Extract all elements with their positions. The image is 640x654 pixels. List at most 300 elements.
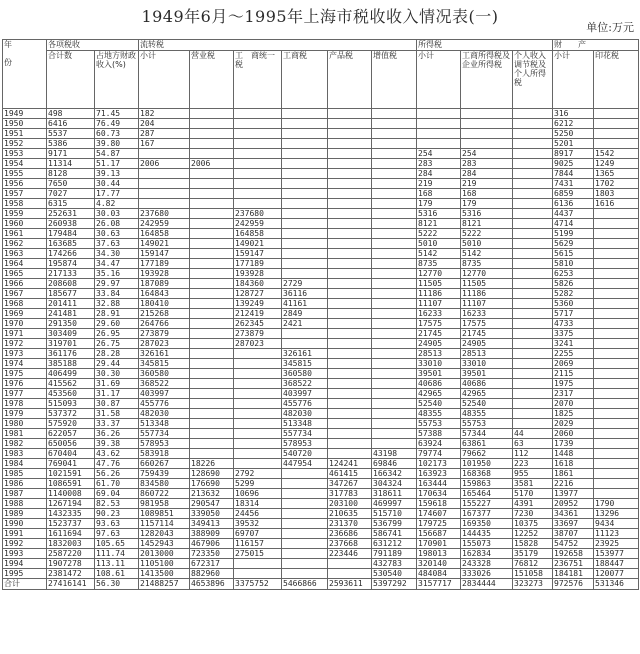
table-cell <box>190 249 234 259</box>
table-cell: 622057 <box>47 429 95 439</box>
table-cell <box>234 429 282 439</box>
table-cell: 108.61 <box>95 569 139 579</box>
table-row <box>3 529 639 539</box>
total-cell: 5397292 <box>372 579 417 590</box>
table-cell: 303409 <box>47 329 95 339</box>
table-cell <box>282 339 328 349</box>
table-cell <box>328 339 372 349</box>
table-cell: 26.95 <box>95 329 139 339</box>
table-cell <box>190 289 234 299</box>
table-cell: 515093 <box>47 399 95 409</box>
table-cell <box>282 469 328 479</box>
header-col: 合计数 <box>47 51 95 109</box>
year-cell: 1976 <box>3 379 47 389</box>
tax-revenue-table <box>2 39 639 590</box>
table-cell <box>372 379 417 389</box>
year-cell: 1965 <box>3 269 47 279</box>
table-cell: 39.38 <box>95 439 139 449</box>
table-cell: 21745 <box>461 329 513 339</box>
table-cell: 284 <box>461 169 513 179</box>
table-cell <box>190 299 234 309</box>
table-row <box>3 489 639 499</box>
header-col: 占地方财政收入(%) <box>95 51 139 109</box>
table-cell: 33010 <box>417 359 461 369</box>
table-cell <box>372 169 417 179</box>
total-cell: 972576 <box>553 579 594 590</box>
table-cell <box>328 149 372 159</box>
table-cell: 43.62 <box>95 449 139 459</box>
table-cell: 184360 <box>234 279 282 289</box>
table-cell <box>282 229 328 239</box>
header-year: 年 份 <box>3 40 47 109</box>
table-cell <box>372 289 417 299</box>
table-cell: 287023 <box>234 339 282 349</box>
table-cell: 273879 <box>234 329 282 339</box>
table-cell <box>372 269 417 279</box>
table-cell: 1021591 <box>47 469 95 479</box>
table-row <box>3 499 639 509</box>
table-cell: 159863 <box>461 479 513 489</box>
table-cell: 28513 <box>461 349 513 359</box>
year-cell: 1967 <box>3 289 47 299</box>
table-cell: 287 <box>139 129 190 139</box>
table-cell <box>190 179 234 189</box>
table-cell: 29.60 <box>95 319 139 329</box>
table-cell: 349413 <box>190 519 234 529</box>
table-cell: 2381472 <box>47 569 95 579</box>
table-cell: 63924 <box>417 439 461 449</box>
table-cell: 284 <box>417 169 461 179</box>
year-cell: 1983 <box>3 449 47 459</box>
table-cell: 254 <box>461 149 513 159</box>
table-cell: 1832003 <box>47 539 95 549</box>
table-cell: 326161 <box>282 349 328 359</box>
table-cell: 4733 <box>553 319 594 329</box>
table-cell <box>513 379 553 389</box>
table-cell: 7027 <box>47 189 95 199</box>
table-cell: 69707 <box>234 529 282 539</box>
table-cell <box>461 119 513 129</box>
table-cell: 12770 <box>461 269 513 279</box>
table-cell: 317783 <box>328 489 372 499</box>
table-row <box>3 369 639 379</box>
table-cell: 275015 <box>234 549 282 559</box>
table-cell <box>234 199 282 209</box>
table-cell: 208608 <box>47 279 95 289</box>
table-cell: 5826 <box>553 279 594 289</box>
table-cell: 159618 <box>417 499 461 509</box>
table-cell: 34361 <box>553 509 594 519</box>
table-cell: 54.87 <box>95 149 139 159</box>
table-cell <box>594 379 639 389</box>
table-cell <box>513 279 553 289</box>
table-cell <box>372 179 417 189</box>
table-row <box>3 439 639 449</box>
table-row <box>3 319 639 329</box>
table-cell <box>372 279 417 289</box>
year-cell: 1992 <box>3 539 47 549</box>
table-cell <box>372 109 417 119</box>
table-cell: 2115 <box>553 369 594 379</box>
table-cell: 2849 <box>282 309 328 319</box>
table-cell: 42965 <box>461 389 513 399</box>
table-cell: 16233 <box>417 309 461 319</box>
table-cell <box>328 309 372 319</box>
table-cell <box>594 209 639 219</box>
table-row <box>3 149 639 159</box>
table-cell: 163923 <box>417 469 461 479</box>
page-title: 1949年6月～1995年上海市税收收入情况表(一) <box>141 7 499 26</box>
table-cell: 540720 <box>282 449 328 459</box>
table-row <box>3 509 639 519</box>
year-cell: 1960 <box>3 219 47 229</box>
table-cell <box>417 119 461 129</box>
table-cell: 455776 <box>282 399 328 409</box>
table-body <box>3 109 639 590</box>
table-cell <box>372 119 417 129</box>
table-cell: 2729 <box>282 279 328 289</box>
table-row <box>3 269 639 279</box>
table-cell <box>513 339 553 349</box>
table-cell <box>190 139 234 149</box>
table-cell: 1282043 <box>139 529 190 539</box>
table-cell: 164858 <box>234 229 282 239</box>
table-cell: 168368 <box>461 469 513 479</box>
table-cell <box>234 359 282 369</box>
table-cell <box>328 259 372 269</box>
table-cell <box>594 129 639 139</box>
table-cell <box>594 359 639 369</box>
table-cell: 1803 <box>594 189 639 199</box>
table-cell <box>594 349 639 359</box>
table-cell: 193928 <box>139 269 190 279</box>
table-cell: 447954 <box>282 459 328 469</box>
table-cell <box>372 339 417 349</box>
year-cell: 1949 <box>3 109 47 119</box>
year-cell: 1963 <box>3 249 47 259</box>
table-cell: 52540 <box>461 399 513 409</box>
table-cell: 63 <box>513 439 553 449</box>
table-cell <box>513 129 553 139</box>
table-cell: 283 <box>417 159 461 169</box>
table-row <box>3 249 639 259</box>
table-cell <box>190 349 234 359</box>
table-cell: 482030 <box>282 409 328 419</box>
table-cell: 204 <box>139 119 190 129</box>
table-cell: 177189 <box>234 259 282 269</box>
table-cell <box>190 239 234 249</box>
table-cell: 5282 <box>553 289 594 299</box>
table-cell: 13296 <box>594 509 639 519</box>
table-cell: 318611 <box>372 489 417 499</box>
table-cell <box>282 329 328 339</box>
table-cell <box>234 139 282 149</box>
table-cell <box>513 249 553 259</box>
table-cell <box>328 109 372 119</box>
table-cell: 290547 <box>190 499 234 509</box>
year-cell: 1985 <box>3 469 47 479</box>
table-cell <box>513 359 553 369</box>
table-cell: 5316 <box>461 209 513 219</box>
table-cell: 7650 <box>47 179 95 189</box>
table-cell <box>328 179 372 189</box>
table-cell: 5201 <box>553 139 594 149</box>
year-cell: 1972 <box>3 339 47 349</box>
table-cell: 6253 <box>553 269 594 279</box>
table-cell: 415562 <box>47 379 95 389</box>
table-cell: 212419 <box>234 309 282 319</box>
table-cell: 203100 <box>328 499 372 509</box>
table-cell: 116157 <box>234 539 282 549</box>
table-cell: 79774 <box>417 449 461 459</box>
table-cell <box>594 369 639 379</box>
table-row <box>3 159 639 169</box>
table-cell: 1702 <box>594 179 639 189</box>
year-cell: 1970 <box>3 319 47 329</box>
table-cell: 76.49 <box>95 119 139 129</box>
table-cell: 101950 <box>461 459 513 469</box>
table-cell: 17575 <box>461 319 513 329</box>
year-cell: 1993 <box>3 549 47 559</box>
year-cell: 1953 <box>3 149 47 159</box>
table-cell <box>513 109 553 119</box>
table-cell: 2029 <box>553 419 594 429</box>
table-cell: 1825 <box>553 409 594 419</box>
table-cell <box>513 419 553 429</box>
table-cell: 30.87 <box>95 399 139 409</box>
table-row <box>3 339 639 349</box>
table-cell: 237668 <box>328 539 372 549</box>
table-cell <box>282 519 328 529</box>
table-cell: 2317 <box>553 389 594 399</box>
table-cell <box>234 439 282 449</box>
table-cell: 39.80 <box>95 139 139 149</box>
table-cell: 461415 <box>328 469 372 479</box>
table-cell: 192658 <box>553 549 594 559</box>
table-cell <box>234 449 282 459</box>
table-cell <box>282 479 328 489</box>
year-cell: 1964 <box>3 259 47 269</box>
table-cell: 1086591 <box>47 479 95 489</box>
table-cell: 3375 <box>553 329 594 339</box>
table-row <box>3 239 639 249</box>
table-cell <box>190 409 234 419</box>
table-row <box>3 349 639 359</box>
table-cell <box>234 119 282 129</box>
table-cell <box>417 139 461 149</box>
table-cell <box>190 389 234 399</box>
table-cell: 177189 <box>139 259 190 269</box>
table-cell: 347267 <box>328 479 372 489</box>
table-cell: 482030 <box>139 409 190 419</box>
table-cell <box>594 259 639 269</box>
table-cell: 1616 <box>594 199 639 209</box>
table-cell: 44 <box>513 429 553 439</box>
table-cell <box>234 419 282 429</box>
table-cell: 31.58 <box>95 409 139 419</box>
table-cell: 37.63 <box>95 239 139 249</box>
table-cell: 79662 <box>461 449 513 459</box>
table-cell: 93.63 <box>95 519 139 529</box>
table-cell: 48355 <box>461 409 513 419</box>
header-group-property: 财 产 <box>553 40 639 51</box>
table-cell: 29.44 <box>95 359 139 369</box>
table-cell: 291350 <box>47 319 95 329</box>
table-cell <box>461 109 513 119</box>
table-cell <box>513 209 553 219</box>
table-cell: 76812 <box>513 559 553 569</box>
table-cell: 586741 <box>372 529 417 539</box>
table-cell: 168 <box>461 189 513 199</box>
table-cell: 33010 <box>461 359 513 369</box>
table-cell: 155073 <box>461 539 513 549</box>
table-cell <box>513 239 553 249</box>
table-cell: 113.11 <box>95 559 139 569</box>
table-cell <box>282 139 328 149</box>
table-cell: 11107 <box>417 299 461 309</box>
table-cell <box>190 199 234 209</box>
table-cell <box>234 459 282 469</box>
table-cell: 36116 <box>282 289 328 299</box>
table-cell <box>328 369 372 379</box>
table-cell: 469997 <box>372 499 417 509</box>
table-cell <box>282 539 328 549</box>
table-row <box>3 219 639 229</box>
table-cell <box>328 159 372 169</box>
table-cell <box>234 349 282 359</box>
table-cell <box>234 399 282 409</box>
header-col: 增值税 <box>372 51 417 109</box>
table-cell: 163685 <box>47 239 95 249</box>
year-cell: 1966 <box>3 279 47 289</box>
table-cell: 583918 <box>139 449 190 459</box>
year-cell: 1959 <box>3 209 47 219</box>
table-cell: 174266 <box>47 249 95 259</box>
table-cell <box>372 199 417 209</box>
table-cell: 10696 <box>234 489 282 499</box>
table-cell: 11107 <box>461 299 513 309</box>
table-cell: 18314 <box>234 499 282 509</box>
table-cell <box>328 139 372 149</box>
table-row <box>3 549 639 559</box>
table-cell: 5010 <box>461 239 513 249</box>
table-cell: 24456 <box>234 509 282 519</box>
table-cell <box>328 359 372 369</box>
table-cell: 33.84 <box>95 289 139 299</box>
table-cell: 1790 <box>594 499 639 509</box>
table-cell <box>282 549 328 559</box>
table-cell: 180410 <box>139 299 190 309</box>
header-col: 小计 <box>139 51 190 109</box>
table-cell: 31.17 <box>95 389 139 399</box>
header-group-income: 所得税 <box>417 40 553 51</box>
table-cell <box>139 179 190 189</box>
table-cell: 955 <box>513 469 553 479</box>
table-cell <box>372 229 417 239</box>
table-cell <box>234 159 282 169</box>
table-cell: 2216 <box>553 479 594 489</box>
table-cell: 40686 <box>417 379 461 389</box>
table-cell: 61.70 <box>95 479 139 489</box>
table-cell: 339050 <box>190 509 234 519</box>
table-cell: 32.88 <box>95 299 139 309</box>
total-cell: 2593611 <box>328 579 372 590</box>
table-cell <box>594 469 639 479</box>
table-cell: 5615 <box>553 249 594 259</box>
table-cell: 484084 <box>417 569 461 579</box>
table-cell <box>594 479 639 489</box>
table-cell: 128727 <box>234 289 282 299</box>
table-cell <box>190 189 234 199</box>
table-cell: 242959 <box>139 219 190 229</box>
table-cell: 111.74 <box>95 549 139 559</box>
table-cell <box>513 169 553 179</box>
table-cell <box>328 119 372 129</box>
table-cell <box>328 389 372 399</box>
table-cell <box>234 169 282 179</box>
table-cell: 403997 <box>139 389 190 399</box>
table-cell <box>139 199 190 209</box>
table-cell: 112 <box>513 449 553 459</box>
year-cell: 1977 <box>3 389 47 399</box>
table-cell: 163444 <box>417 479 461 489</box>
table-cell <box>234 179 282 189</box>
table-cell: 63861 <box>461 439 513 449</box>
table-cell: 164843 <box>139 289 190 299</box>
table-cell: 6136 <box>553 199 594 209</box>
table-cell: 82.53 <box>95 499 139 509</box>
table-cell: 791189 <box>372 549 417 559</box>
table-cell: 223 <box>513 459 553 469</box>
table-cell: 5199 <box>553 229 594 239</box>
table-cell <box>190 149 234 159</box>
year-cell: 1975 <box>3 369 47 379</box>
table-cell: 11505 <box>461 279 513 289</box>
table-cell: 35179 <box>513 549 553 559</box>
table-cell: 16233 <box>461 309 513 319</box>
table-cell <box>328 399 372 409</box>
table-cell <box>328 409 372 419</box>
table-cell <box>594 489 639 499</box>
table-cell: 33.37 <box>95 419 139 429</box>
table-cell: 406499 <box>47 369 95 379</box>
table-cell <box>282 239 328 249</box>
table-cell: 166342 <box>372 469 417 479</box>
table-cell <box>190 429 234 439</box>
table-cell <box>328 299 372 309</box>
table-cell: 10375 <box>513 519 553 529</box>
table-cell: 17.77 <box>95 189 139 199</box>
table-cell: 215268 <box>139 309 190 319</box>
table-row <box>3 279 639 289</box>
table-row <box>3 299 639 309</box>
year-cell: 1971 <box>3 329 47 339</box>
table-cell: 242959 <box>234 219 282 229</box>
table-cell <box>328 449 372 459</box>
table-cell <box>513 269 553 279</box>
table-cell <box>594 299 639 309</box>
table-cell: 1413500 <box>139 569 190 579</box>
table-cell <box>190 449 234 459</box>
table-cell: 304324 <box>372 479 417 489</box>
table-cell: 432783 <box>372 559 417 569</box>
table-cell: 39.13 <box>95 169 139 179</box>
table-cell <box>328 169 372 179</box>
table-cell <box>282 269 328 279</box>
table-cell: 368522 <box>282 379 328 389</box>
table-cell: 650056 <box>47 439 95 449</box>
table-row <box>3 449 639 459</box>
